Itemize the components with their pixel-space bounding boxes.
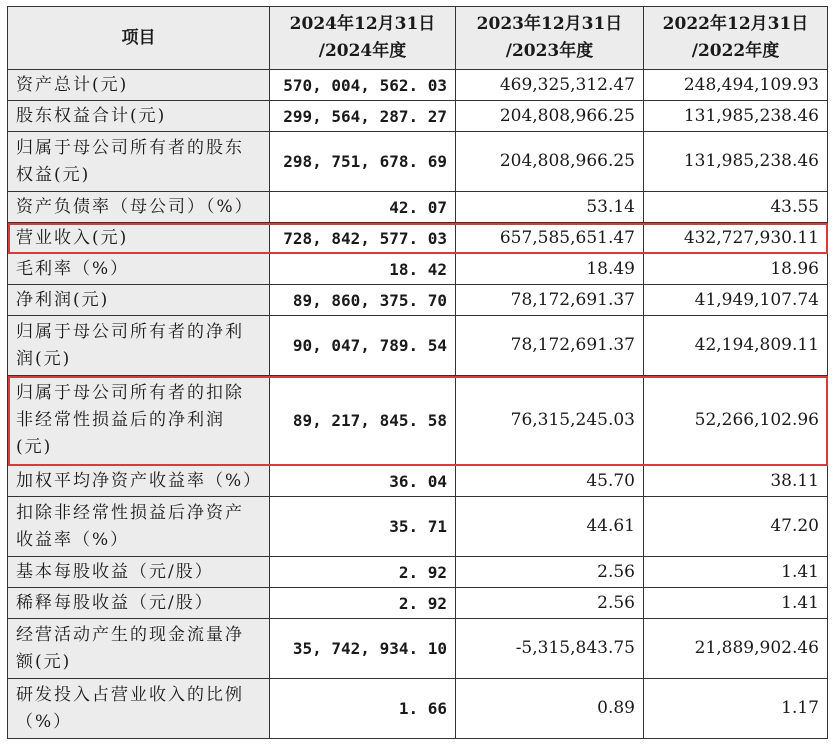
value-2022: 1.41: [644, 557, 828, 588]
value-2024: 1. 66: [270, 679, 456, 739]
row-label: [8, 316, 270, 376]
value-2024: 35. 71: [270, 497, 456, 557]
value-2024: 298, 751, 678. 69: [270, 132, 456, 192]
row-label: [8, 101, 270, 132]
row-label: [8, 223, 270, 254]
value-2024: 36. 04: [270, 466, 456, 497]
row-label-line: 润(元): [16, 348, 72, 369]
row-label: [8, 70, 270, 101]
table-row: [8, 679, 828, 739]
row-label: [8, 192, 270, 223]
value-2022: 52,266,102.96: [644, 376, 828, 466]
table-row: [8, 588, 828, 619]
row-label: [8, 497, 270, 557]
table-row: [8, 101, 828, 132]
header-2022-line1: 2022年12月31日: [662, 14, 809, 34]
row-label-line: 非经常性损益后的净利润: [16, 410, 225, 430]
row-label: [8, 254, 270, 285]
row-label-line: 加权平均净资产收益率（%）: [16, 470, 263, 491]
value-2023: -5,315,843.75: [456, 619, 644, 679]
header-2023-line1: 2023年12月31日: [476, 14, 623, 34]
value-2022: 1.41: [644, 588, 828, 619]
value-2024: 2. 92: [270, 588, 456, 619]
table-body: [8, 70, 828, 739]
table-header: [8, 7, 828, 70]
table-row: [8, 285, 828, 316]
row-label-line: 经营活动产生的现金流量净: [16, 624, 244, 645]
value-2023: 78,172,691.37: [456, 285, 644, 316]
value-2024: 89, 860, 375. 70: [270, 285, 456, 316]
header-2023-line2: /2023年度: [505, 41, 594, 61]
row-label: [8, 619, 270, 679]
value-2023: 53.14: [456, 192, 644, 223]
value-2022: 42,194,809.11: [644, 316, 828, 376]
row-label-line: 营业收入(元): [16, 227, 129, 248]
row-label-line: 资产负债率（母公司）（%）: [16, 196, 254, 217]
value-2024: 18. 42: [270, 254, 456, 285]
table-row: [8, 466, 828, 497]
value-2022: 41,949,107.74: [644, 285, 828, 316]
value-2024: 89, 217, 845. 58: [270, 376, 456, 466]
value-2023: 0.89: [456, 679, 644, 739]
row-label-line: （%）: [16, 711, 73, 732]
table-row: [8, 316, 828, 376]
row-label-line: 研发投入占营业收入的比例: [16, 684, 244, 705]
value-2022: 21,889,902.46: [644, 619, 828, 679]
row-label-line: 稀释每股收益（元/股）: [16, 592, 214, 613]
value-2024: 35, 742, 934. 10: [270, 619, 456, 679]
row-label-line: 归属于母公司所有者的扣除: [16, 383, 244, 403]
value-2024: 2. 92: [270, 557, 456, 588]
row-label: [8, 588, 270, 619]
value-2023: 2.56: [456, 557, 644, 588]
header-2024-line1: 2024年12月31日: [289, 14, 436, 34]
table-row: [8, 376, 828, 466]
value-2023: 18.49: [456, 254, 644, 285]
value-2022: 47.20: [644, 497, 828, 557]
row-label-line: 基本每股收益（元/股）: [16, 561, 214, 582]
row-label: [8, 679, 270, 739]
value-2023: 469,325,312.47: [456, 70, 644, 101]
value-2024: 728, 842, 577. 03: [270, 223, 456, 254]
row-label-line: 毛利率（%）: [16, 258, 130, 279]
row-label: [8, 376, 270, 466]
row-label: [8, 132, 270, 192]
financial-table: [7, 6, 828, 739]
value-2022: 248,494,109.93: [644, 70, 828, 101]
row-label-line: 收益率（%）: [16, 529, 130, 550]
value-2023: 204,808,966.25: [456, 132, 644, 192]
table-row: [8, 70, 828, 101]
value-2024: 90, 047, 789. 54: [270, 316, 456, 376]
row-label: [8, 285, 270, 316]
value-2023: 45.70: [456, 466, 644, 497]
header-2022: [644, 7, 828, 70]
row-label-line: 资产总计(元): [16, 74, 129, 95]
table-row: [8, 223, 828, 254]
table-row: [8, 192, 828, 223]
header-2024-line2: /2024年度: [318, 41, 407, 61]
value-2022: 432,727,930.11: [644, 223, 828, 254]
row-label-line: 额(元): [16, 651, 72, 672]
row-label: [8, 557, 270, 588]
value-2023: 204,808,966.25: [456, 101, 644, 132]
value-2022: 1.17: [644, 679, 828, 739]
row-label-line: 扣除非经常性损益后净资产: [16, 502, 244, 523]
header-2024: [270, 7, 456, 70]
table-row: [8, 557, 828, 588]
value-2024: 299, 564, 287. 27: [270, 101, 456, 132]
value-2022: 43.55: [644, 192, 828, 223]
header-2022-line2: /2022年度: [691, 41, 780, 61]
table-row: [8, 254, 828, 285]
row-label-line: 归属于母公司所有者的净利: [16, 321, 244, 342]
value-2023: 76,315,245.03: [456, 376, 644, 466]
table-row: [8, 619, 828, 679]
value-2022: 38.11: [644, 466, 828, 497]
table-row: [8, 132, 828, 192]
header-2023: [456, 7, 644, 70]
row-label: [8, 466, 270, 497]
row-label-line: (元): [16, 437, 53, 457]
header-item: 项目: [8, 7, 270, 70]
value-2024: 42. 07: [270, 192, 456, 223]
value-2023: 657,585,651.47: [456, 223, 644, 254]
row-label-line: 权益(元): [16, 164, 91, 185]
row-label-line: 归属于母公司所有者的股东: [16, 137, 244, 158]
value-2023: 2.56: [456, 588, 644, 619]
value-2024: 570, 004, 562. 03: [270, 70, 456, 101]
value-2022: 18.96: [644, 254, 828, 285]
value-2022: 131,985,238.46: [644, 132, 828, 192]
value-2023: 78,172,691.37: [456, 316, 644, 376]
financial-table-wrapper: [7, 6, 828, 739]
row-label-line: 股东权益合计(元): [16, 105, 167, 126]
table-row: [8, 497, 828, 557]
row-label-line: 净利润(元): [16, 289, 110, 310]
value-2023: 44.61: [456, 497, 644, 557]
value-2022: 131,985,238.46: [644, 101, 828, 132]
